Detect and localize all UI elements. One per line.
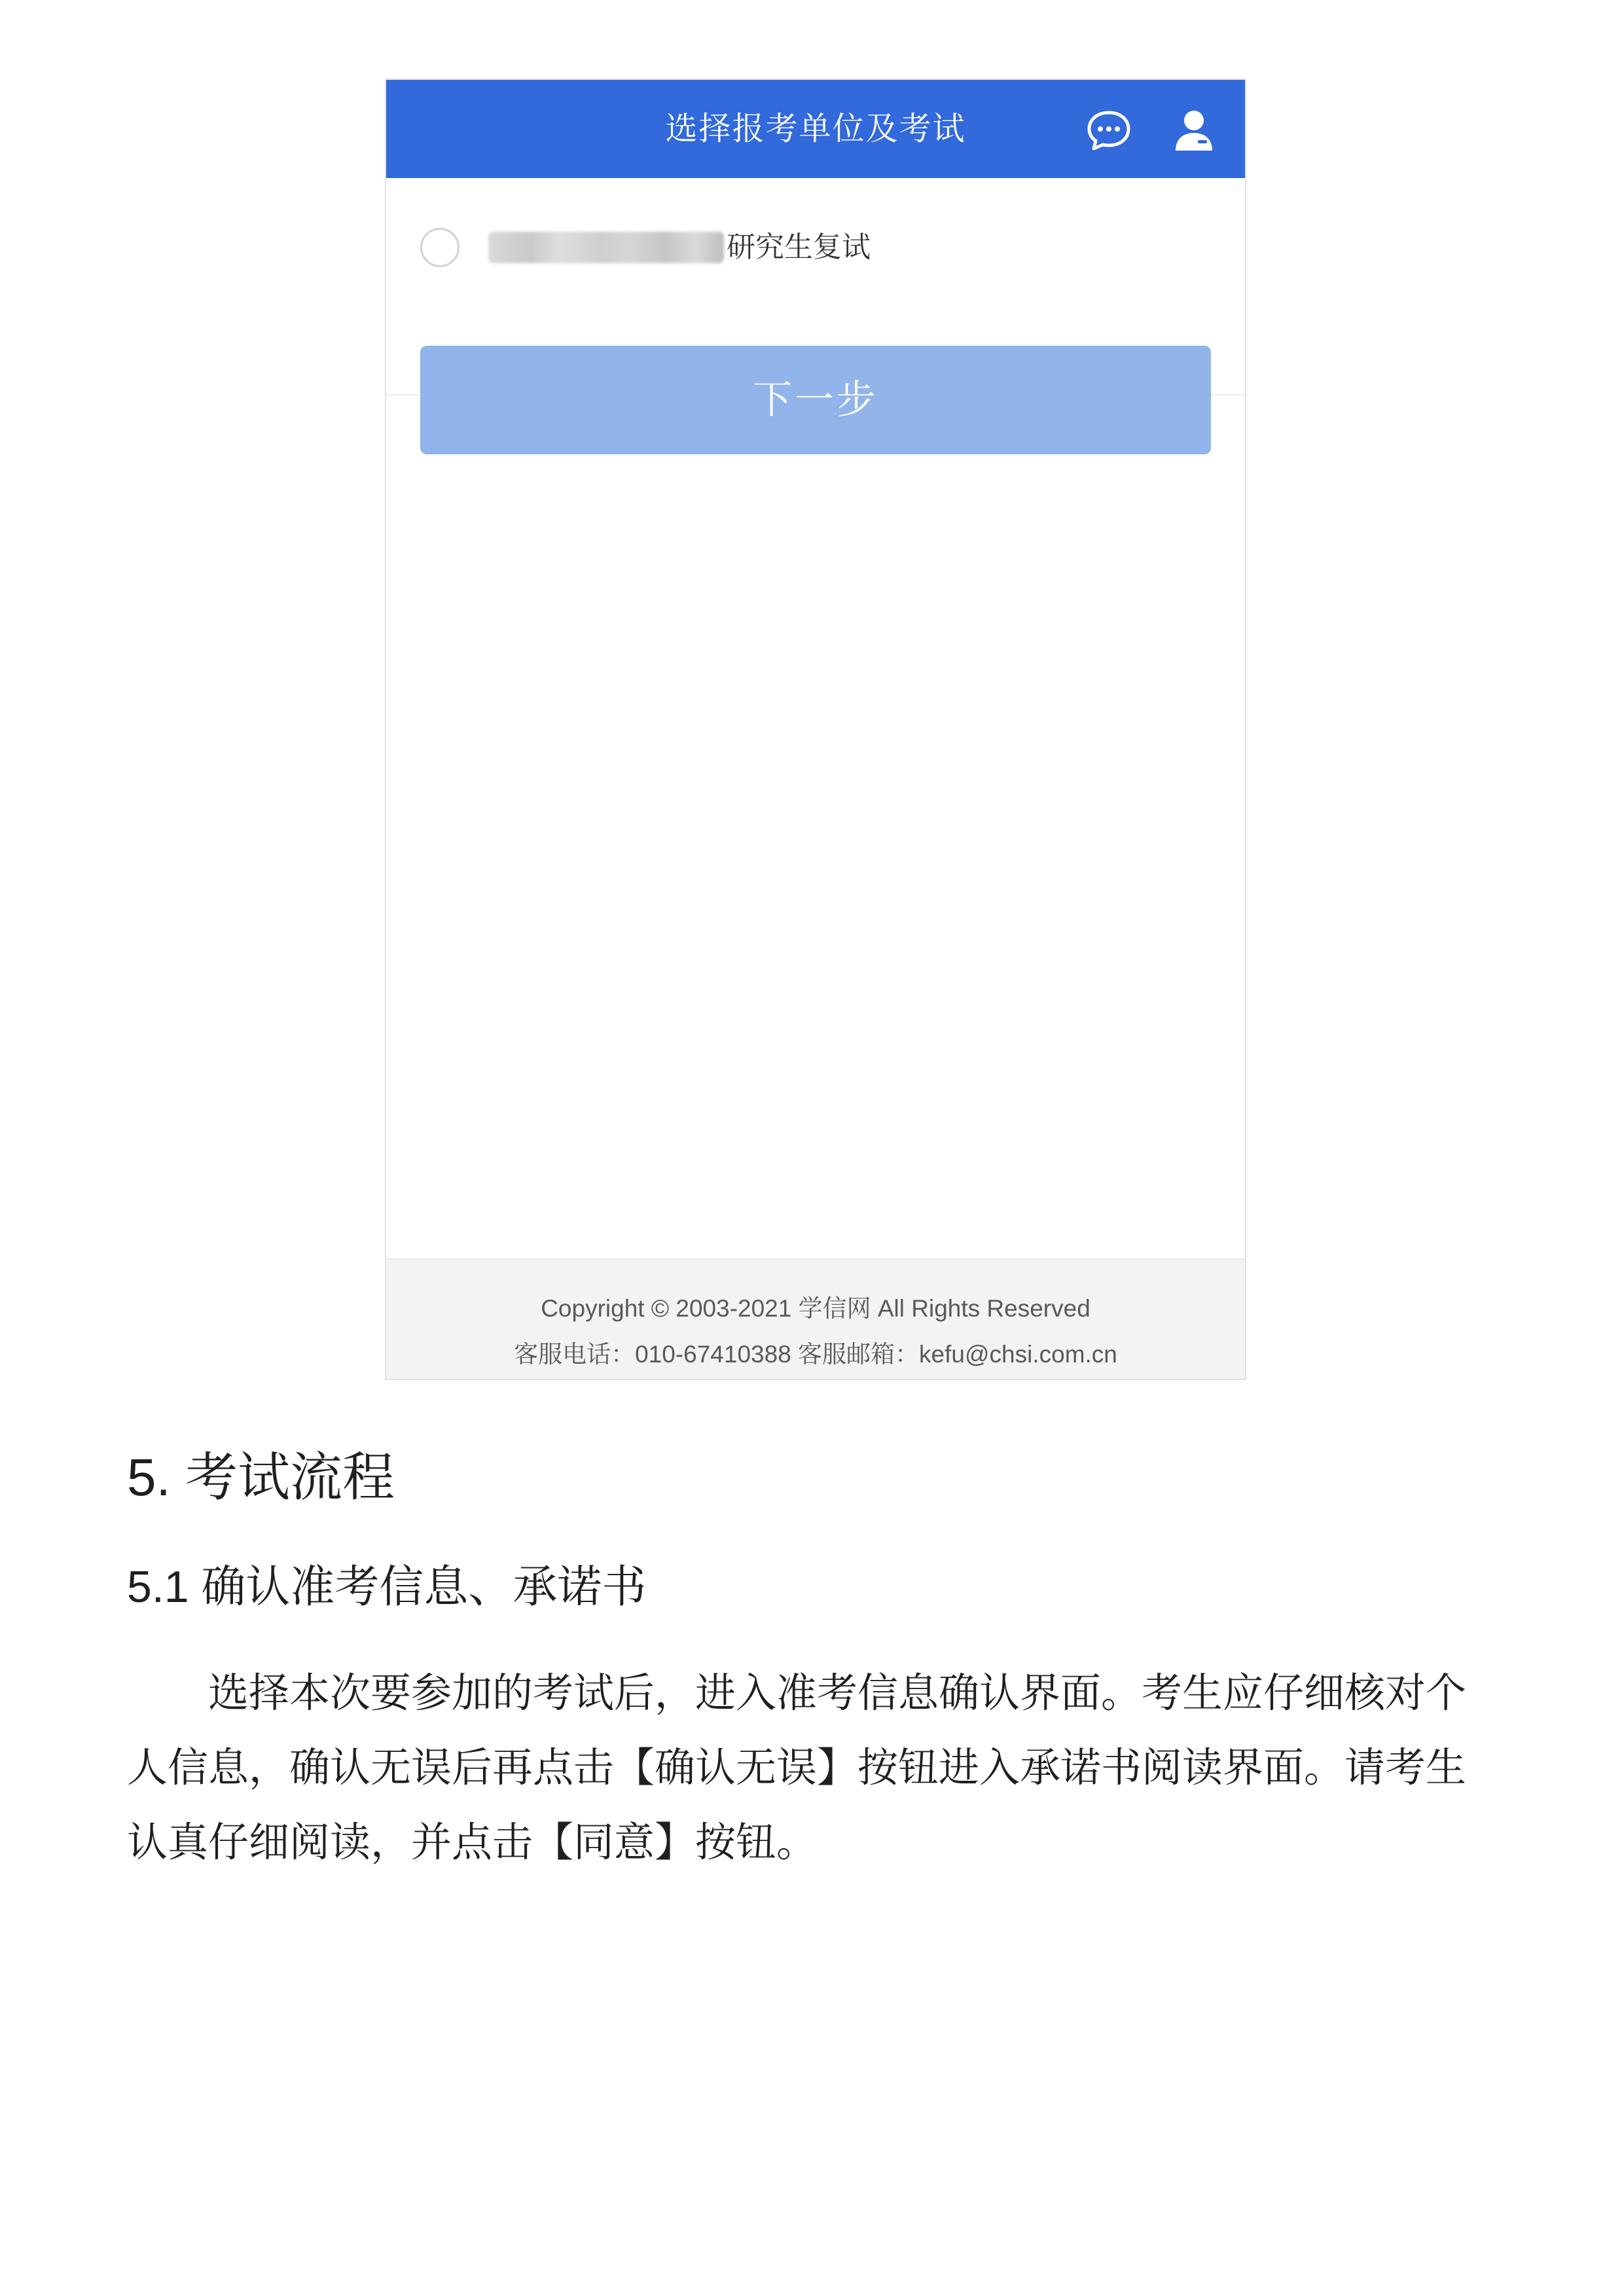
subsection-heading: 5.1 确认准考信息、承诺书 (127, 1562, 647, 1612)
page-title: 选择报考单位及考试 (665, 110, 966, 147)
footer-contact: 客服电话：010-67410388 客服邮箱：kefu@chsi.com.cn (514, 1341, 1117, 1368)
footer-copyright: Copyright © 2003-2021 学信网 All Rights Reserved (541, 1295, 1090, 1322)
next-step-button[interactable]: 下一步 (420, 346, 1211, 454)
chat-icon[interactable] (1085, 107, 1132, 155)
body-paragraph: 选择本次要参加的考试后，进入准考信息确认界面。考生应仔细核对个人信息，确认无误后再点击【确认无误】按钮进入承诺书阅读界面。请考生认真仔细阅读，并点击【同意】按钮。 (127, 1671, 1467, 1865)
exam-option-label: 研究生复试 (727, 230, 871, 264)
section-heading: 5. 考试流程 (127, 1448, 395, 1506)
exam-radio-button[interactable] (420, 228, 460, 267)
user-icon[interactable] (1170, 107, 1217, 155)
phone-screenshot (385, 79, 1246, 1380)
app-header (386, 80, 1245, 178)
redacted-unit-name (488, 232, 724, 263)
app-footer (386, 1258, 1245, 1380)
